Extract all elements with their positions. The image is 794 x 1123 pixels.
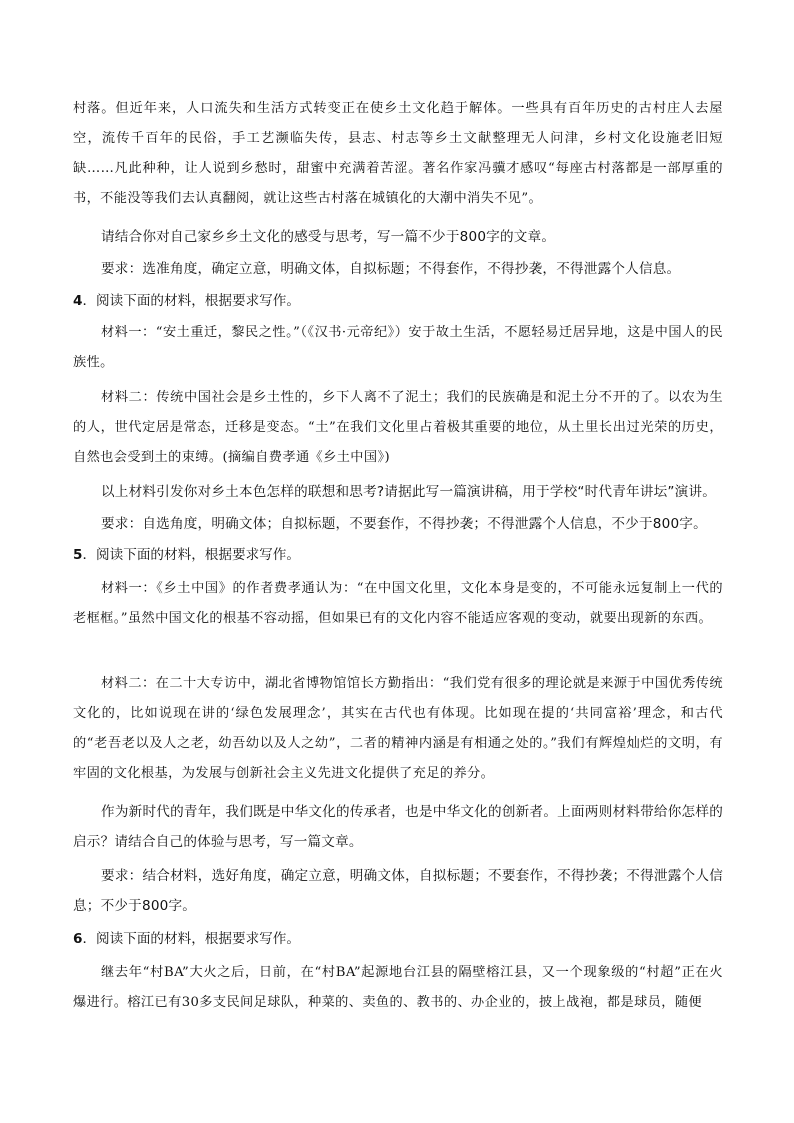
q3-prompt: 请结合你对自己家乡乡土文化的感受与思考，写一篇不少于800字的文章。	[101, 229, 556, 245]
q3-requirements-block	[73, 254, 723, 284]
q5-prompt: 作为新时代的青年，我们既是中华文化的传承者，也是中华文化的创新者。上面两则材料带给你怎样的启示？请结合自己的体验与思考，写一篇文章。	[73, 804, 723, 850]
q4-requirements: 要求：自选角度，明确文体；自拟标题，不要套作，不得抄袭；不得泄露个人信息，不少于800字。	[101, 516, 707, 532]
q5-material2-block	[73, 669, 723, 789]
q5-prompt-block	[73, 797, 723, 857]
q5-requirements: 要求：结合材料，选好角度，确定立意，明确文体，自拟标题；不要套作，不得抄袭；不得泄露个人信息；不少于800字。	[73, 868, 723, 914]
q6-title: ．阅读下面的材料，根据要求写作。	[82, 931, 300, 947]
q6-number: 6	[73, 931, 83, 947]
q5-material2: 材料二：在二十大专访中，湖北省博物馆馆长方勤指出：“我们党有很多的理论就是来源于中国优秀传统文化的，比如说现在讲的‘绿色发展理念’，其实在古代也有体现。比如现在提的‘共同富裕’理念，和古代的“老吾老以及人之老，幼吾幼以及人之幼”，二者的精神内涵是有相通之处的。”我们有辉煌灿烂的文明，有牢固的文化根基，为发展与创新社会主义先进文化提供了充足的养分。	[73, 676, 723, 781]
q6-material: 继去年“村BA”大火之后，日前，在“村BA”起源地台江县的隔壁榕江县，又一个现象级的“村超”正在火爆进行。榕江已有30多支民间足球队，种菜的、卖鱼的、教书的、办企业的，披上战袍，都是球员，随便	[73, 965, 723, 1010]
q5-material1-block	[73, 574, 723, 634]
q5-number: 5	[73, 547, 83, 563]
q4-material1: 材料一：“安土重迁，黎民之性。”（《汉书·元帝纪》）安于故土生活，不愿轻易迁居异地，这是中国人的民族性。	[73, 325, 723, 370]
q4-prompt: 以上材料引发你对乡土本色怎样的联想和思考?请据此写一篇演讲稿，用于学校“时代青年讲坛”演讲。	[101, 484, 717, 500]
q5-material1: 材料一：《乡土中国》的作者费孝通认为：“在中国文化里，文化本身是变的，不可能永远复制上一代的老框框。”虽然中国文化的根基不容动摇，但如果已有的文化内容不能适应客观的变动，就要出现新的东西。	[73, 581, 723, 626]
q6-material-block	[73, 958, 723, 1018]
q4-material1-block	[73, 318, 723, 378]
q4-prompt-block	[73, 477, 723, 507]
q4-number: 4	[73, 293, 83, 309]
q4-title: ．阅读下面的材料，根据要求写作。	[82, 293, 300, 309]
q5-requirements-block	[73, 861, 723, 921]
q3-material: 村落。但近年来，人口流失和生活方式转变正在使乡土文化趋于解体。一些具有百年历史的古村庄人去屋空，流传千百年的民俗，手工艺濒临失传，县志、村志等乡土文献整理无人问津，乡村文化设施老旧短缺……凡此种种，让人说到乡愁时，甜蜜中充满着苦涩。著名作家冯骥才感叹“每座古村落都是一部厚重的书，不能没等我们去认真翻阅，就让这些古村落在城镇化的大潮中消失不见”。	[73, 101, 723, 206]
q4-requirements-block	[73, 509, 723, 539]
q4-material2-block	[73, 383, 723, 473]
q6-heading	[73, 924, 723, 954]
q4-material2: 材料二：传统中国社会是乡土性的，乡下人离不了泥土；我们的民族确是和泥土分不开的了。以农为生的人，世代定居是常态，迁移是变态。“土”在我们文化里占着极其重要的地位，从土里长出过光荣的历史，自然也会受到土的束缚。(摘编自费孝通《乡土中国》)	[73, 390, 723, 465]
q3-requirements: 要求：选准角度，确定立意，明确文体，自拟标题；不得套作，不得抄袭，不得泄露个人信息。	[101, 261, 681, 277]
q5-title: ．阅读下面的材料，根据要求写作。	[82, 547, 300, 563]
q5-heading	[73, 540, 723, 570]
q3-section	[73, 94, 723, 214]
q3-prompt-block	[73, 222, 723, 252]
q4-heading	[73, 286, 723, 316]
